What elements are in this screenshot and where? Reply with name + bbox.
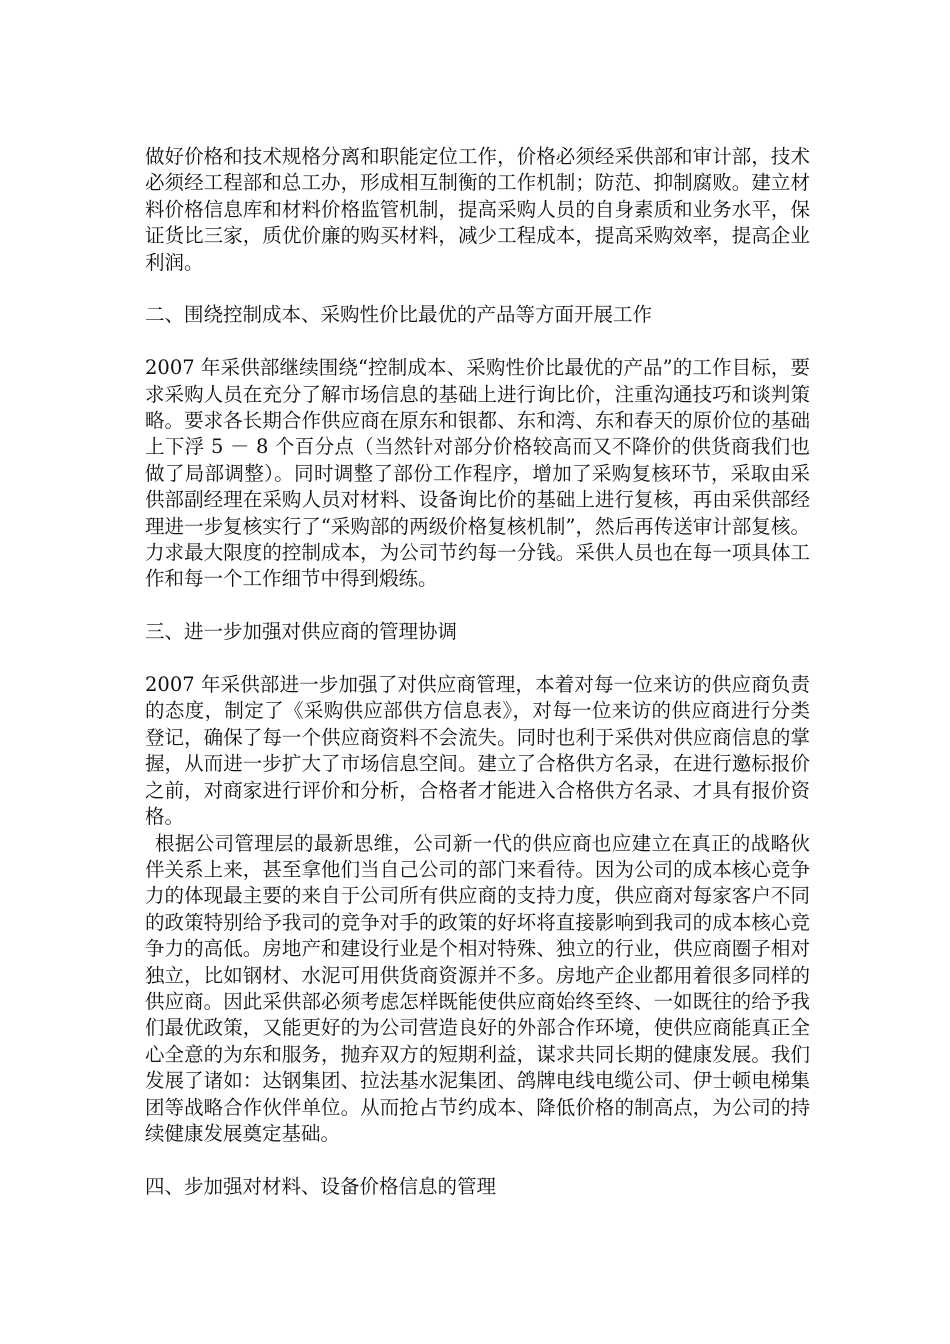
section-heading-price-information: 四、步加强对材料、设备价格信息的管理 xyxy=(145,1174,497,1198)
paragraph-spacer xyxy=(145,593,810,619)
section-heading-cost-control: 二、围绕控制成本、采购性价比最优的产品等方面开展工作 xyxy=(145,303,653,327)
paragraph-spacer xyxy=(145,646,810,672)
paragraph-spacer xyxy=(145,329,810,355)
paragraph-pricing-separation: 做好价格和技术规格分离和职能定位工作，价格必须经采供部和审计部，技术必须经工程部和总工办，形成相互制衡的工作机制；防范、抑制腐败。建立材料价格信息库和材料价格监管机制，提高采购人员的自身素质和业务水平，保证货比三家，质优价廉的购买材料，减少工程成本，提高采购效率，提高企业利润。 xyxy=(145,145,810,274)
paragraph-spacer xyxy=(145,1147,810,1173)
document-page xyxy=(145,144,810,1200)
section-heading-supplier-management: 三、进一步加强对供应商的管理协调 xyxy=(145,620,458,644)
paragraph-cost-control: 2007 年采供部继续围绕“控制成本、采购性价比最优的产品”的工作目标，要求采购人员在充分了解市场信息的基础上进行询比价，注重沟通技巧和谈判策略。要求各长期合作供应商在原东和银都、东和湾、东和春天的原价位的基础上下浮 5 － 8 个百分点（当然针对部分价格较高而又不降价的供货商我们也做了局部调整）。同时调整了部份工作程序，增加了采购复核环节，采取由采供部副经理在采购人员对材料、设备询比价的基础上进行复核，再由采供部经理进一步复核实行了“采购部的两级价格复核机制”，然后再传送审计部复核。力求最大限度的控制成本，为公司节约每一分钱。采供人员也在每一项具体工作和每一个工作细节中得到煅练。 xyxy=(145,356,810,591)
paragraph-supplier-management: 2007 年采供部进一步加强了对供应商管理，本着对每一位来访的供应商负责的态度，制定了《采购供应部供方信息表》，对每一位来访的供应商进行分类登记，确保了每一个供应商资料不会流失。同时也利于采供对供应商信息的掌握，从而进一步扩大了市场信息空间。建立了合格供方名录，在进行邀标报价之前，对商家进行评价和分析，合格者才能进入合格供方名录、才具有报价资格。 xyxy=(145,673,810,829)
paragraph-spacer xyxy=(145,276,810,302)
paragraph-strategic-partners: 根据公司管理层的最新思维，公司新一代的供应商也应建立在真正的战略伙伴关系上来，甚至拿他们当自己公司的部门来看待。因为公司的成本核心竞争力的体现最主要的来自于公司所有供应商的支持力度，供应商对每家客户不同的政策特别给予我司的竞争对手的政策的好坏将直接影响到我司的成本核心竞争力的高低。房地产和建设行业是个相对特殊、独立的行业，供应商圈子相对独立，比如钢材、水泥可用供货商资源并不多。房地产企业都用着很多同样的供应商。因此采供部必须考虑怎样既能使供应商始终至终、一如既往的给予我们最优政策，又能更好的为公司营造良好的外部合作环境，使供应商能真正全心全意的为东和服务，抛弃双方的短期利益，谋求共同长期的健康发展。我们发展了诸如：达钢集团、拉法基水泥集团、鸽牌电线电缆公司、伊士顿电梯集团等战略合作伙伴单位。从而抢占节约成本、降低价格的制高点，为公司的持续健康发展奠定基础。 xyxy=(145,831,810,1145)
